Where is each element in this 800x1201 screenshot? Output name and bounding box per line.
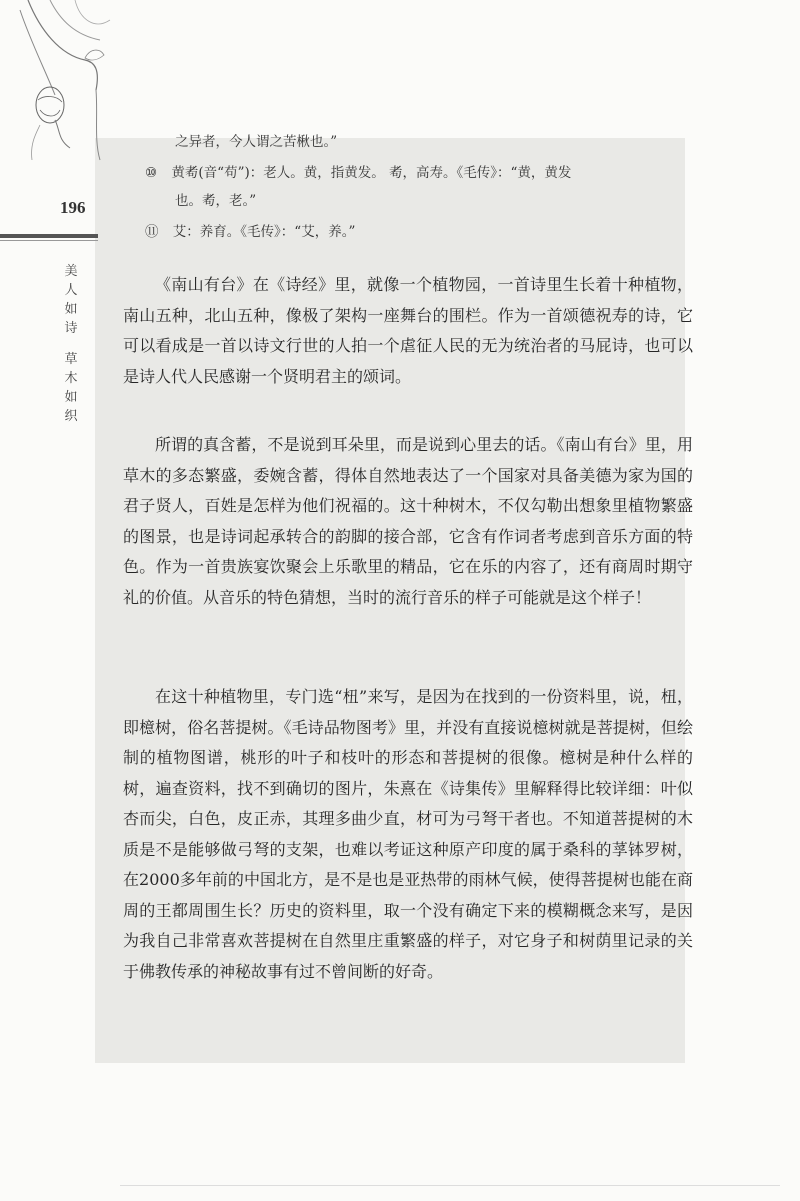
- page-number: 196: [60, 198, 86, 217]
- title-char: 织: [64, 409, 78, 424]
- title-char: 人: [64, 283, 78, 298]
- footnote-line: [175, 130, 337, 150]
- flower-illustration: [0, 0, 115, 175]
- paragraph: 《南山有台》在《诗经》里，就像一个植物园，一首诗里生长着十种植物，南山五种，北山五种，像极了架构一座舞台的围栏。作为一首颂德祝寿的诗，它可以看成是一首以诗文行世的人拍一个虐征人民的无为统治者的马屁诗，也可以是诗人代人民感谢一个贤明君主的颂词。: [123, 275, 693, 386]
- paragraph: 在这十种植物里，专门选“杻”来写，是因为在找到的一份资料里，说，杻，即檍树，俗名菩提树。《毛诗品物图考》里，并没有直接说檍树就是菩提树，但绘制的植物图谱，桃形的叶子和枝叶的形态和菩提树的很像。檍树是种什么样的树，遍查资料，找不到确切的图片，朱熹在《诗集传》里解释得比较详细：叶似杏而尖，白色，皮正赤，其理多曲少直，材可为弓弩干者也。不知道菩提树的木质是不是能够做弓弩的支架，也难以考证这种原产印度的属于桑科的莩钵罗树，在2000多年前的中国北方，是不是也是亚热带的雨林气候，使得菩提树也能在商周的王都周围生长？历史的资料里，取一个没有确定下来的模糊概念来写，是因为我自己非常喜欢菩提树在自然里庄重繁盛的样子，对它身子和树荫里记录的关于佛教传承的神秘故事有过不曾间断的好奇。: [123, 687, 693, 981]
- footnote-number: ⑩: [145, 165, 158, 181]
- footnote-text: 也。耇，老。”: [175, 193, 257, 209]
- footnote-line: [145, 161, 571, 181]
- title-char: 如: [64, 390, 78, 405]
- running-title-part2: [63, 350, 79, 426]
- side-rule-thin: [0, 240, 98, 241]
- side-rule: [0, 234, 98, 238]
- title-char: 如: [64, 302, 78, 317]
- title-char: 诗: [64, 321, 78, 336]
- paragraph: 所谓的真含蓄，不是说到耳朵里，而是说到心里去的话。《南山有台》里，用草木的多态繁盛，委婉含蓄，得体自然地表达了一个国家对具备美德为家为国的君子贤人，百姓是怎样为他们祝福的。这十种树木，不仅勾勒出想象里植物繁盛的图景，也是诗词起承转合的韵脚的接合部，它含有作词者考虑到音乐方面的特色。作为一首贵族宴饮聚会上乐歌里的精品，它在乐的内容了，还有商周时期守礼的价值。从音乐的特色猜想，当时的流行音乐的样子可能就是这个样子！: [123, 435, 693, 607]
- footnote-line: [145, 220, 355, 240]
- footnote-text: 艾：养育。《毛传》：“艾，养。”: [172, 224, 356, 240]
- title-char: 草: [64, 352, 78, 367]
- footnote-line: [175, 189, 256, 209]
- footnote-text: 之异者，今人谓之苦楸也。”: [175, 134, 338, 150]
- page-edge-line: [120, 1185, 780, 1186]
- footnote-text: 黄耇(音“苟”)：老人。黄，指黄发。 耇，高寿。《毛传》：“黄，黄发: [171, 165, 572, 181]
- footnote-number: ⑪: [145, 224, 159, 240]
- title-char: 美: [64, 264, 78, 279]
- running-title-part1: [63, 262, 79, 338]
- title-char: 木: [64, 371, 78, 386]
